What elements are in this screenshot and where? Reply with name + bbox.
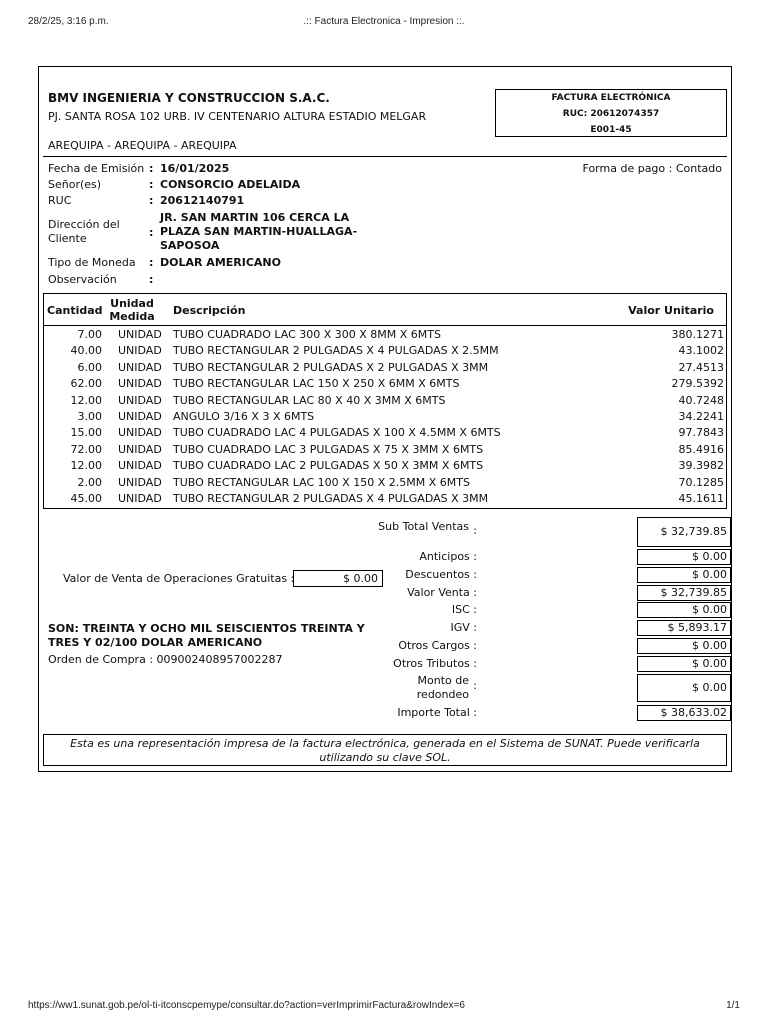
igv-label: IGV :: [450, 621, 477, 634]
importe-total-value: $ 38,633.02: [637, 705, 731, 721]
item-unidad: UNIDAD: [118, 328, 162, 341]
item-valor: 97.7843: [678, 426, 724, 440]
issuer-ruc: RUC: 20612074357: [562, 109, 660, 119]
anticipos-value: $ 0.00: [637, 549, 731, 565]
moneda-label: Tipo de Moneda: [48, 256, 136, 269]
print-url: https://ww1.sunat.gob.pe/ol-ti-itconscpemype/consultar.do?action=verImprimirFactura&rowIndex=6: [28, 1000, 465, 1011]
descuentos-label: Descuentos :: [405, 568, 477, 581]
header-cantidad: Cantidad: [47, 304, 103, 317]
item-cantidad: 6.00: [77, 360, 102, 374]
item-unidad: UNIDAD: [118, 426, 162, 440]
table-row: [44, 425, 726, 441]
monto-redondeo-label: Monto de redondeo: [416, 674, 469, 701]
divider: [43, 156, 727, 157]
observacion-label: Observación: [48, 273, 117, 286]
otros-cargos-label: Otros Cargos :: [398, 639, 477, 652]
item-cantidad: 15.00: [70, 426, 102, 440]
item-descripcion: TUBO RECTANGULAR 2 PULGADAS X 2 PULGADAS X 3MM: [173, 360, 489, 374]
item-valor: 380.1271: [671, 328, 724, 341]
item-cantidad: 45.00: [70, 492, 102, 505]
item-cantidad: 62.00: [70, 377, 102, 391]
invoice-document: BMV INGENIERIA Y CONSTRUCCION S.A.C. PJ. SANTA ROSA 102 URB. IV CENTENARIO ALTURA ESTADIO MELGAR AREQUIPA - AREQUIPA - AREQUIPA FACTURA ELECTRÓNICA RUC: 20612074357 E001-45 Forma de pago : Contado Fecha de Emisión : 16/01/2025 Señor(es) : CONSORCIO ADELAIDA RUC : 20612140791 Dirección del Cliente : JR. SAN MARTIN 106 CERCA LA PLAZA SAN MARTIN-HUALLAGA-SAPOSOA Tipo de Moneda : DOLAR AMERICANO Observación : Cantidad Unidad Medida Descripción Valor Unitario 7.00 UNIDAD TUBO CUADRADO LAC 300 X 300 X 8MM X 6MTS 380.1271 40.00 UNIDAD TUBO RECTANGULAR 2 PULGADAS X 4 PULGADAS X 2.5MM 43.1002 6.00 UNIDAD TUBO RECTANGULAR 2 PULGADAS X 2 PULGADAS X 3MM 27.4513 62.00 UNIDAD TUBO RECTANGULAR LAC 150 X 250 X 6MM X 6MTS 279.5392 12.00 UNIDAD TUBO RECTANGULAR LAC 80 X 40 X 3MM X 6MTS 40.7248 3.00 UNIDAD ANGULO 3/16 X 3 X 6MTS 34.2241 15.00 UNIDAD TUBO CUADRADO LAC 4 PULGADAS X 100 X 4.5MM X 6MTS 97.7843 72.00 UNIDAD TUBO CUADRADO LAC 3 PULGADAS X 75 X 3MM X 6MTS 85.4916 12.00 UNIDAD TUBO CUADRADO LAC 2 PULGADAS X 50 X 3MM X 6MTS 39.3982 2.00 UNIDAD TUBO RECTANGULAR LAC 100 X 150 X 2.5MM X 6MTS 70.1285 45.00 UNIDAD TUBO RECTANGULAR 2 PULGADAS X 4 PULGADAS X 3MM 45.1611 Sub Total Ventas : $ 32,739.85 Anticipos : $ 0.00 Descuentos : $ 0.00 Valor Venta : $ 32,739.85 ISC : $ 0.00 IGV : $ 5,893.17 Otros Cargos : $ 0.00 Otros Tributos : $ 0.00 Monto de redondeo : $ 0.00 Importe Total : $ 38,633.02 Valor de Venta de Operaciones Gratuitas : $ 0.00 SON: TREINTA Y OCHO MIL SEISCIENTOS TREINTA Y TRES Y 02/100 DOLAR AMERICANO Orden de Compra : 009002408957002287 Esta es una representación impresa de la factura electrónica, generada en el Sistema de SUNAT. Puede verificarla utilizando su clave SOL.: [38, 66, 732, 772]
header-descripcion: Descripción: [173, 304, 246, 317]
item-unidad: UNIDAD: [118, 442, 162, 456]
item-descripcion: TUBO RECTANGULAR LAC 100 X 150 X 2.5MM X 6MTS: [173, 475, 470, 489]
item-valor: 43.1002: [678, 344, 724, 358]
otros-tributos-label: Otros Tributos :: [393, 657, 477, 670]
igv-value: $ 5,893.17: [637, 620, 731, 636]
item-cantidad: 72.00: [70, 442, 102, 456]
gratuitas-label: Valor de Venta de Operaciones Gratuitas :: [63, 572, 295, 585]
item-cantidad: 3.00: [77, 410, 102, 423]
item-descripcion: TUBO CUADRADO LAC 2 PULGADAS X 50 X 3MM X 6MTS: [173, 459, 484, 473]
table-row: [44, 491, 726, 507]
senor-value: CONSORCIO ADELAIDA: [160, 178, 301, 191]
item-unidad: UNIDAD: [118, 459, 162, 473]
table-row: [44, 393, 726, 409]
moneda-value: DOLAR AMERICANO: [160, 256, 281, 269]
forma-pago: Forma de pago : Contado: [582, 162, 722, 175]
invoice-type: FACTURA ELECTRÓNICA: [551, 93, 671, 103]
item-valor: 70.1285: [678, 475, 724, 489]
items-table: [43, 293, 727, 509]
table-row: [44, 442, 726, 458]
sunat-note: Esta es una representación impresa de la factura electrónica, generada en el Sistema de SUNAT. Puede verificarla utilizando su clave SOL.: [43, 734, 727, 766]
item-valor: 27.4513: [678, 360, 724, 374]
valor-venta-value: $ 32,739.85: [637, 585, 731, 601]
table-row: [44, 327, 726, 343]
sub-total-label: Sub Total Ventas: [378, 520, 469, 533]
item-valor: 39.3982: [678, 459, 724, 473]
item-unidad: UNIDAD: [118, 475, 162, 489]
amount-in-words: SON: TREINTA Y OCHO MIL SEISCIENTOS TREINTA Y TRES Y 02/100 DOLAR AMERICANO: [48, 622, 365, 649]
ruc-value: 20612140791: [160, 194, 245, 207]
item-descripcion: ANGULO 3/16 X 3 X 6MTS: [173, 410, 315, 423]
isc-value: $ 0.00: [637, 602, 731, 618]
print-header: [28, 16, 740, 30]
item-unidad: UNIDAD: [118, 344, 162, 358]
direccion-label: Dirección del Cliente: [48, 218, 120, 245]
item-cantidad: 7.00: [77, 328, 102, 341]
otros-tributos-value: $ 0.00: [637, 656, 731, 672]
print-page-title: .:: Factura Electronica - Impresion ::.: [303, 16, 465, 27]
item-unidad: UNIDAD: [118, 360, 162, 374]
otros-cargos-value: $ 0.00: [637, 638, 731, 654]
descuentos-value: $ 0.00: [637, 567, 731, 583]
item-descripcion: TUBO CUADRADO LAC 300 X 300 X 8MM X 6MTS: [173, 328, 441, 341]
valor-venta-label: Valor Venta :: [407, 586, 477, 599]
header-unidad: Unidad Medida: [109, 297, 155, 323]
item-descripcion: TUBO CUADRADO LAC 3 PULGADAS X 75 X 3MM X 6MTS: [173, 442, 484, 456]
item-unidad: UNIDAD: [118, 377, 162, 391]
fecha-value: 16/01/2025: [160, 162, 230, 175]
print-footer: [28, 1000, 740, 1014]
item-unidad: UNIDAD: [118, 492, 162, 505]
invoice-number: E001-45: [590, 125, 632, 135]
item-descripcion: TUBO RECTANGULAR 2 PULGADAS X 4 PULGADAS X 3MM: [173, 492, 489, 505]
items-header: [44, 294, 726, 326]
company-address: PJ. SANTA ROSA 102 URB. IV CENTENARIO ALTURA ESTADIO MELGAR: [48, 110, 427, 123]
item-valor: 40.7248: [678, 393, 724, 407]
item-cantidad: 40.00: [70, 344, 102, 358]
item-descripcion: TUBO RECTANGULAR LAC 150 X 250 X 6MM X 6MTS: [173, 377, 460, 391]
item-unidad: UNIDAD: [118, 410, 162, 423]
fecha-label: Fecha de Emisión: [48, 162, 145, 175]
sub-total-value: $ 32,739.85: [637, 517, 731, 547]
table-row: [44, 343, 726, 359]
item-cantidad: 2.00: [77, 475, 102, 489]
orden-compra: Orden de Compra : 009002408957002287: [48, 653, 283, 666]
item-cantidad: 12.00: [70, 393, 102, 407]
table-row: [44, 360, 726, 376]
item-descripcion: TUBO RECTANGULAR 2 PULGADAS X 4 PULGADAS X 2.5MM: [173, 344, 499, 358]
company-city: AREQUIPA - AREQUIPA - AREQUIPA: [48, 139, 237, 152]
ruc-label: RUC: [48, 194, 72, 207]
gratuitas-value: $ 0.00: [293, 570, 383, 587]
table-row: [44, 376, 726, 392]
importe-total-label: Importe Total :: [397, 706, 477, 719]
item-valor: 279.5392: [671, 377, 724, 391]
monto-redondeo-value: $ 0.00: [637, 674, 731, 702]
table-row: [44, 409, 726, 425]
invoice-id-box: [495, 89, 727, 137]
item-descripcion: TUBO CUADRADO LAC 4 PULGADAS X 100 X 4.5MM X 6MTS: [173, 426, 501, 440]
direccion-value: JR. SAN MARTIN 106 CERCA LA PLAZA SAN MARTIN-HUALLAGA-SAPOSOA: [160, 211, 358, 252]
item-valor: 45.1611: [678, 492, 724, 505]
senor-label: Señor(es): [48, 178, 102, 191]
item-descripcion: TUBO RECTANGULAR LAC 80 X 40 X 3MM X 6MTS: [173, 393, 446, 407]
print-page-number: 1/1: [726, 1000, 740, 1011]
table-row: [44, 458, 726, 474]
item-valor: 34.2241: [678, 410, 724, 423]
item-valor: 85.4916: [678, 442, 724, 456]
company-name: BMV INGENIERIA Y CONSTRUCCION S.A.C.: [48, 91, 330, 105]
company-block: [48, 91, 426, 152]
isc-label: ISC :: [451, 603, 477, 616]
item-unidad: UNIDAD: [118, 393, 162, 407]
anticipos-label: Anticipos :: [419, 550, 477, 563]
table-row: [44, 475, 726, 491]
print-datetime: 28/2/25, 3:16 p.m.: [28, 16, 109, 27]
item-cantidad: 12.00: [70, 459, 102, 473]
header-valor: Valor Unitario: [628, 304, 714, 317]
